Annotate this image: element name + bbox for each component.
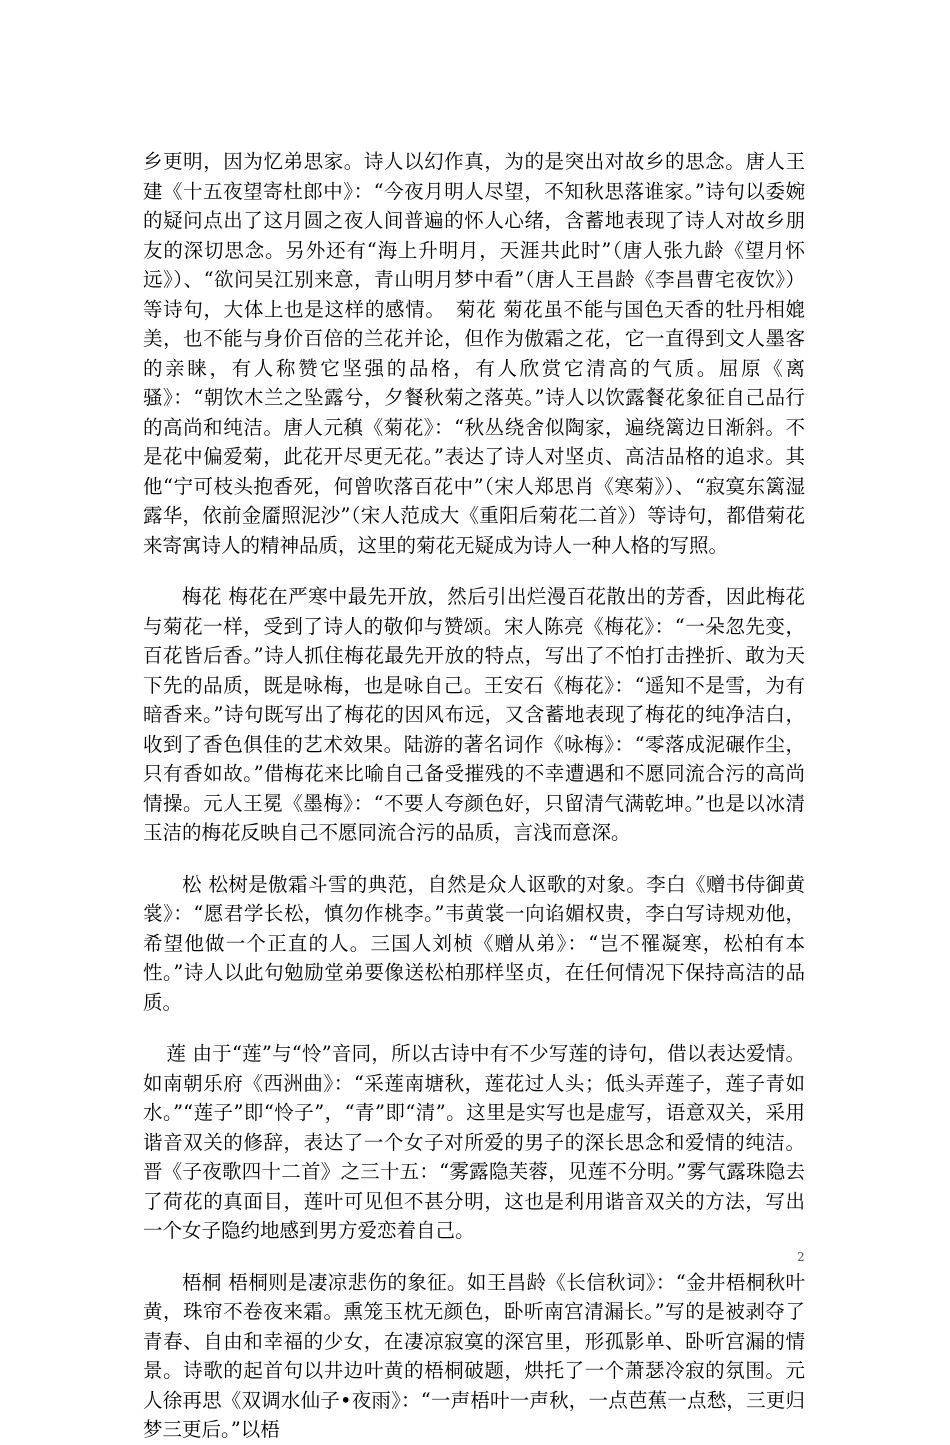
paragraph-plum: 梅花 梅花在严寒中最先开放，然后引出烂漫百花散出的芳香，因此梅花与菊花一样，受到了诗人的敬仰与赞颂。宋人陈亮《梅花》：“一朵忽先变，百花皆后香。”诗人抓住梅花最先开放的特点，写出了不怕打击挫折、敢为天下先的品质，既是咏梅，也是咏自己。王安石《梅花》：“遥知不是雪，为有暗香来。”诗句既写出了梅花的因风布远，又含蓄地表现了梅花的纯净洁白，收到了香色俱佳的艺术效果。陆游的著名词作《咏梅》：“零落成泥碾作尘，只有香如故。”借梅花来比喻自己备受摧残的不幸遭遇和不愿同流合污的高尚情操。元人王冕《墨梅》：“不要人夸颜色好，只留清气满乾坤。”也是以冰清玉洁的梅花反映自己不愿同流合污的品质，言浅而意深。 xyxy=(143,585,805,844)
paragraph-moon-chrysanthemum: 乡更明，因为忆弟思家。诗人以幻作真，为的是突出对故乡的思念。唐人王建《十五夜望寄杜郎中》：“今夜月明人尽望，不知秋思落谁家。”诗句以委婉的疑问点出了这月圆之夜人间普遍的怀人心绪，含蓄地表现了诗人对故乡朋友的深切思念。另外还有“海上升明月，天涯共此时”（唐人张九龄《望月怀远》）、“欲问吴江别来意，青山明月梦中看”（唐人王昌龄《李昌曹宅夜饮》）等诗句，大体上也是这样的感情。 菊花 菊花虽不能与国色天香的牡丹相媲美，也不能与身价百倍的兰花并论，但作为傲霜之花，它一直得到文人墨客的亲睐，有人称赞它坚强的品格，有人欣赏它清高的气质。屈原《离骚》：“朝饮木兰之坠露兮，夕餐秋菊之落英。”诗人以饮露餐花象征自己品行的高尚和纯洁。唐人元稹《菊花》：“秋丛绕舍似陶家，遍绕篱边日渐斜。不是花中偏爱菊，此花开尽更无花。”表达了诗人对坚贞、高洁品格的追求。其他“宁可枝头抱香死，何曾吹落百花中”（宋人郑思肖《寒菊》）、“寂寞东篱湿露华，依前金靥照泥沙”（宋人范成大《重阳后菊花二首》）等诗句，都借菊花来寄寓诗人的精神品质，这里的菊花无疑成为诗人一种人格的写照。 xyxy=(143,150,805,557)
paragraph-pine: 松 松树是傲霜斗雪的典范，自然是众人讴歌的对象。李白《赠书侍御黄裳》：“愿君学长松，慎勿作桃李。”韦黄裳一向谄媚权贵，李白写诗规劝他，希望他做一个正直的人。三国人刘桢《赠从弟》：“岂不罹凝寒，松柏有本性。”诗人以此句勉励堂弟要像送松柏那样坚贞，在任何情况下保持高洁的品质。 xyxy=(143,872,805,1014)
paragraph-gap xyxy=(143,1246,805,1268)
document-body xyxy=(143,147,805,1445)
paragraph-gap xyxy=(143,560,805,582)
paragraph-gap xyxy=(143,848,805,870)
paragraph-phoenix-tree: 梧桐 梧桐则是凄凉悲伤的象征。如王昌龄《长信秋词》：“金井梧桐秋叶黄，珠帘不卷夜来霜。熏笼玉枕无颜色，卧听南宫清漏长。”写的是被剥夺了青春、自由和幸福的少女，在凄凉寂寞的深宫里，形孤影单、卧听宫漏的情景。诗歌的起首句以井边叶黄的梧桐破题，烘托了一个萧瑟冷寂的氛围。元人徐再思《双调水仙子•夜雨》：“一声梧叶一声秋，一点芭蕉一点愁，三更归梦三更后。”以梧 xyxy=(143,1270,805,1441)
paragraph-gap xyxy=(143,1017,805,1039)
paragraph-lotus: 莲 由于“莲”与“怜”音同，所以古诗中有不少写莲的诗句，借以表达爱情。如南朝乐府《西洲曲》：“采莲南塘秋，莲花过人头；低头弄莲子，莲子青如水。”“莲子”即“怜子”，“青”即“清”。这里是实写也是虚写，语意双关，采用谐音双关的修辞，表达了一个女子对所爱的男子的深长思念和爱情的纯洁。晋《子夜歌四十二首》之三十五：“雾露隐芙蓉，见莲不分明。”雾气露珠隐去了荷花的真面目，莲叶可见但不甚分明，这也是利用谐音双关的方法，写出一个女子隐约地感到男方爱恋着自己。 xyxy=(143,1042,805,1242)
page-number: 2 xyxy=(797,1250,805,1264)
